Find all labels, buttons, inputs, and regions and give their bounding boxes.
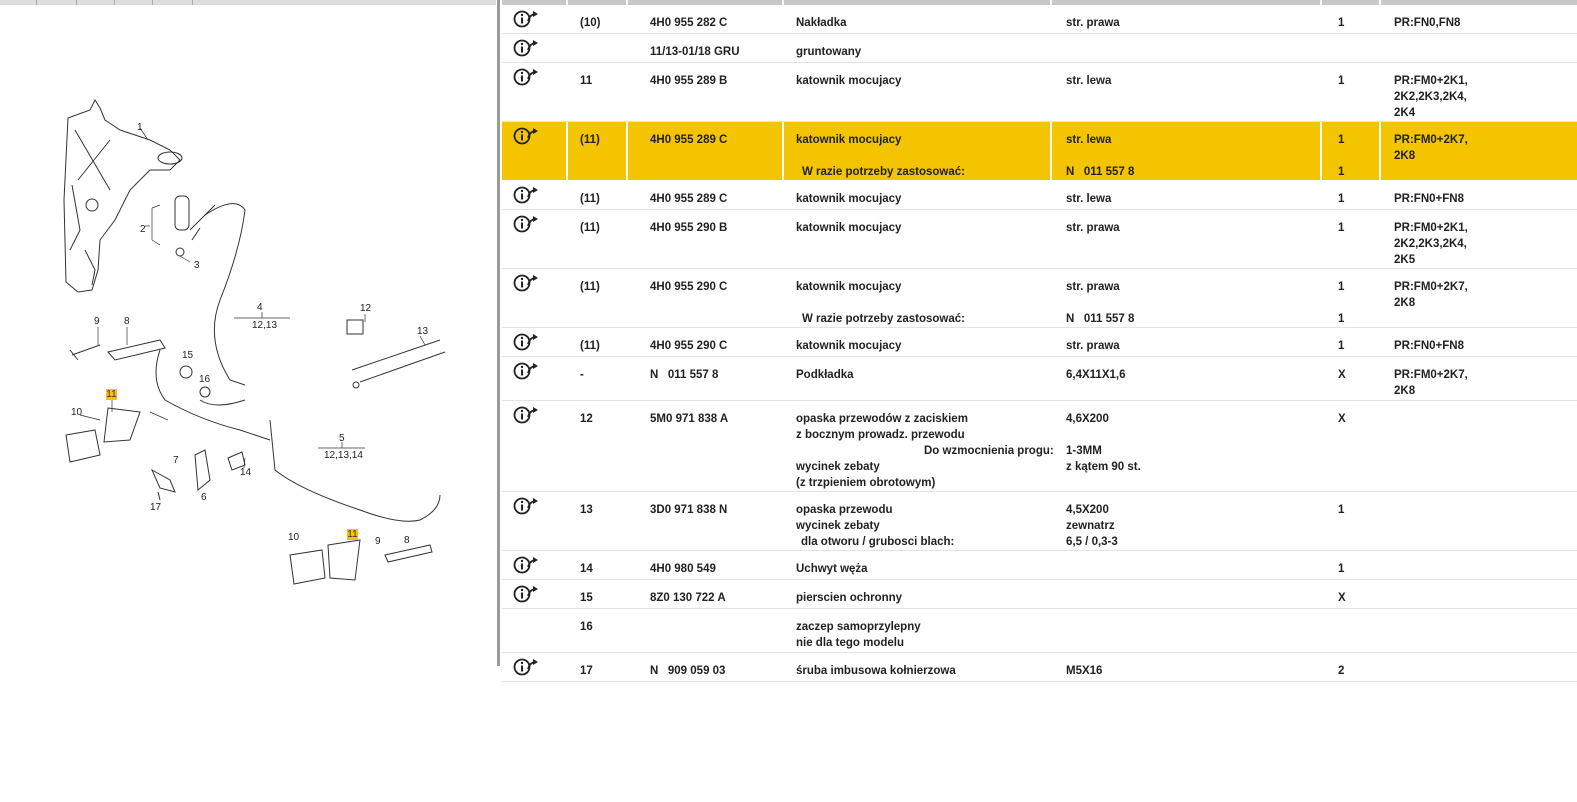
table-row[interactable] bbox=[502, 357, 1577, 401]
table-row[interactable] bbox=[502, 580, 1577, 609]
callout-13: 13 bbox=[417, 326, 429, 337]
cell-remark: PR:FM0+2K7, bbox=[1394, 134, 1468, 146]
cell-remark: PR:FN0,FN8 bbox=[1394, 17, 1461, 29]
cell-quantity: X bbox=[1338, 413, 1346, 425]
table-row[interactable] bbox=[502, 269, 1577, 328]
table-row[interactable] bbox=[502, 34, 1577, 63]
cell-part-number: 4H0 955 289 C bbox=[650, 193, 728, 205]
info-arrow-icon[interactable] bbox=[513, 10, 539, 28]
info-arrow-icon[interactable] bbox=[513, 585, 539, 603]
cell-specification: str. prawa bbox=[1066, 340, 1120, 352]
cell-description: katownik mocujacy bbox=[796, 193, 902, 205]
cell-description: pierscien ochronny bbox=[796, 592, 903, 604]
cell-quantity: 1 bbox=[1338, 563, 1345, 575]
cell-part-number: 4H0 955 290 C bbox=[650, 281, 728, 293]
cell-position: (11) bbox=[580, 193, 600, 205]
cell-specification-line2: zewnatrz bbox=[1066, 520, 1115, 532]
cell-description-line2: z bocznym prowadz. przewodu bbox=[796, 429, 965, 441]
callout-4-sub: 12,13 bbox=[252, 320, 278, 331]
cell-quantity: 2 bbox=[1338, 665, 1345, 677]
cell-position: (11) bbox=[580, 281, 600, 293]
cell-substitute-qty: 1 bbox=[1338, 166, 1345, 178]
parts-diagram bbox=[0, 0, 496, 802]
cell-substitute-note: W razie potrzeby zastosować: bbox=[802, 313, 965, 325]
cell-description: opaska przewodu bbox=[796, 504, 893, 516]
table-row[interactable] bbox=[502, 210, 1577, 269]
callout-11-highlight[interactable]: 11 bbox=[106, 389, 117, 400]
info-arrow-icon[interactable] bbox=[513, 186, 539, 204]
cell-position: 16 bbox=[580, 621, 593, 633]
cell-remark-line2: 2K2,2K3,2K4, bbox=[1394, 91, 1467, 103]
cell-description-line4: wycinek zebaty bbox=[796, 461, 880, 473]
cell-substitute-part: N 011 557 8 bbox=[1066, 166, 1135, 178]
cell-part-number: 4H0 980 549 bbox=[650, 563, 716, 575]
cell-quantity: 1 bbox=[1338, 75, 1345, 87]
cell-specification-line3: 6,5 / 0,3-3 bbox=[1066, 536, 1118, 548]
callout-10: 10 bbox=[71, 407, 83, 418]
callout-12: 12 bbox=[360, 303, 372, 314]
cell-specification-line3: 1-3MM bbox=[1066, 445, 1102, 457]
cell-position: (11) bbox=[580, 134, 600, 146]
cell-position: 14 bbox=[580, 563, 593, 575]
cell-position: (11) bbox=[580, 340, 600, 352]
pane-divider[interactable] bbox=[497, 0, 500, 666]
callout-9: 9 bbox=[94, 316, 100, 327]
cell-position: 17 bbox=[580, 665, 593, 677]
info-arrow-icon[interactable] bbox=[513, 497, 539, 515]
parts-table bbox=[502, 0, 1577, 682]
table-row[interactable] bbox=[502, 653, 1577, 682]
cell-quantity: 1 bbox=[1338, 504, 1345, 516]
callout-2: 2 bbox=[140, 224, 146, 235]
cell-specification: 4,6X200 bbox=[1066, 413, 1109, 425]
callout-6: 6 bbox=[201, 492, 207, 503]
cell-description-line3: dla otworu / grubosci blach: bbox=[801, 536, 955, 548]
table-row[interactable] bbox=[502, 122, 1577, 181]
cell-specification: 4,5X200 bbox=[1066, 504, 1109, 516]
callout-15: 15 bbox=[182, 350, 194, 361]
cell-description-line3: Do wzmocnienia progu: bbox=[924, 445, 1054, 457]
cell-remark: PR:FM0+2K1, bbox=[1394, 222, 1468, 234]
callout-3: 3 bbox=[194, 260, 200, 271]
cell-quantity: 1 bbox=[1338, 17, 1345, 29]
cell-specification: str. lewa bbox=[1066, 193, 1112, 205]
cell-description: Podkładka bbox=[796, 369, 854, 381]
cell-description: katownik mocujacy bbox=[796, 281, 902, 293]
cell-description: Uchwyt węża bbox=[796, 563, 868, 575]
cell-remark-line3: 2K5 bbox=[1394, 254, 1416, 266]
cell-remark-line3: 2K4 bbox=[1394, 107, 1416, 119]
info-arrow-icon[interactable] bbox=[513, 127, 539, 145]
cell-part-number: 4H0 955 290 C bbox=[650, 340, 728, 352]
cell-substitute-qty: 1 bbox=[1338, 313, 1345, 325]
callout-9b: 9 bbox=[375, 536, 381, 547]
info-arrow-icon[interactable] bbox=[513, 406, 539, 424]
cell-remark: PR:FM0+2K1, bbox=[1394, 75, 1468, 87]
callout-7: 7 bbox=[173, 455, 179, 466]
callout-8: 8 bbox=[124, 316, 130, 327]
cell-position: (11) bbox=[580, 222, 600, 234]
callout-1: 1 bbox=[137, 122, 143, 133]
cell-remark: PR:FM0+2K7, bbox=[1394, 369, 1468, 381]
cell-description: katownik mocujacy bbox=[796, 75, 902, 87]
cell-remark-line2: 2K8 bbox=[1394, 150, 1416, 162]
cell-description: katownik mocujacy bbox=[796, 222, 902, 234]
table-row[interactable] bbox=[502, 181, 1577, 210]
cell-substitute-part: N 011 557 8 bbox=[1066, 313, 1135, 325]
cell-part-number: N 011 557 8 bbox=[650, 369, 719, 381]
cell-quantity: 1 bbox=[1338, 281, 1345, 293]
cell-description-line5: (z trzpieniem obrotowym) bbox=[796, 477, 936, 489]
callout-8b: 8 bbox=[404, 535, 410, 546]
cell-quantity: 1 bbox=[1338, 134, 1345, 146]
info-arrow-icon[interactable] bbox=[513, 215, 539, 233]
cell-remark-line2: 2K8 bbox=[1394, 297, 1416, 309]
cell-position: - bbox=[580, 369, 584, 381]
cell-position: (10) bbox=[580, 17, 601, 29]
table-row[interactable] bbox=[502, 551, 1577, 580]
info-arrow-icon[interactable] bbox=[513, 274, 539, 292]
cell-quantity: 1 bbox=[1338, 222, 1345, 234]
cell-quantity: 1 bbox=[1338, 340, 1345, 352]
cell-part-number: 4H0 955 289 C bbox=[650, 134, 728, 146]
cell-description: opaska przewodów z zaciskiem bbox=[796, 413, 968, 425]
cell-specification: str. lewa bbox=[1066, 134, 1112, 146]
cell-specification: str. prawa bbox=[1066, 17, 1120, 29]
cell-remark-line2: 2K8 bbox=[1394, 385, 1416, 397]
cell-remark-line2: 2K2,2K3,2K4, bbox=[1394, 238, 1467, 250]
cell-description: śruba imbusowa kołnierzowa bbox=[796, 665, 956, 677]
cell-part-number: N 909 059 03 bbox=[650, 665, 726, 677]
cell-specification: M5X16 bbox=[1066, 665, 1103, 677]
cell-part-number: 4H0 955 289 B bbox=[650, 75, 728, 87]
callout-16: 16 bbox=[199, 374, 211, 385]
cell-part-number: 4H0 955 282 C bbox=[650, 17, 728, 29]
cell-description: katownik mocujacy bbox=[796, 340, 902, 352]
table-row[interactable] bbox=[502, 492, 1577, 551]
cell-description: gruntowany bbox=[796, 46, 862, 58]
cell-specification: str. prawa bbox=[1066, 222, 1120, 234]
callout-5-sub: 12,13,14 bbox=[324, 450, 363, 461]
table-row[interactable] bbox=[502, 63, 1577, 122]
table-row[interactable] bbox=[502, 401, 1577, 492]
cell-specification: 6,4X11X1,6 bbox=[1066, 369, 1126, 381]
callout-17: 17 bbox=[150, 502, 162, 513]
cell-specification: str. lewa bbox=[1066, 75, 1112, 87]
cell-remark: PR:FN0+FN8 bbox=[1394, 340, 1464, 352]
info-arrow-icon[interactable] bbox=[513, 68, 539, 86]
info-arrow-icon[interactable] bbox=[513, 333, 539, 351]
cell-part-number: 3D0 971 838 N bbox=[650, 504, 728, 516]
cell-substitute-note: W razie potrzeby zastosować: bbox=[802, 166, 965, 178]
cell-part-number: 11/13-01/18 GRU bbox=[650, 46, 740, 58]
callout-11b-highlight[interactable]: 11 bbox=[347, 529, 358, 540]
cell-quantity: 1 bbox=[1338, 193, 1345, 205]
info-arrow-icon[interactable] bbox=[513, 362, 539, 380]
callout-10b: 10 bbox=[288, 532, 300, 543]
callout-4: 4 bbox=[257, 302, 263, 313]
cell-part-number: 8Z0 130 722 A bbox=[650, 592, 726, 604]
cell-remark: PR:FM0+2K7, bbox=[1394, 281, 1468, 293]
cell-description: zaczep samoprzylepny bbox=[796, 621, 921, 633]
cell-quantity: X bbox=[1338, 369, 1346, 381]
cell-quantity: X bbox=[1338, 592, 1346, 604]
callout-14: 14 bbox=[240, 467, 252, 478]
cell-position: 15 bbox=[580, 592, 593, 604]
cell-position: 12 bbox=[580, 413, 593, 425]
cell-position: 11 bbox=[580, 75, 593, 87]
cell-specification-line4: z kątem 90 st. bbox=[1066, 461, 1141, 473]
cell-part-number: 4H0 955 290 B bbox=[650, 222, 728, 234]
table-row[interactable] bbox=[502, 328, 1577, 357]
cell-description-line2: nie dla tego modelu bbox=[796, 637, 904, 649]
cell-part-number: 5M0 971 838 A bbox=[650, 413, 729, 425]
info-arrow-icon[interactable] bbox=[513, 658, 539, 676]
cell-description: katownik mocujacy bbox=[796, 134, 902, 146]
info-arrow-icon[interactable] bbox=[513, 39, 539, 57]
table-row[interactable] bbox=[502, 5, 1577, 34]
cell-description: Nakładka bbox=[796, 17, 847, 29]
table-row[interactable] bbox=[502, 609, 1577, 653]
callout-5: 5 bbox=[339, 433, 345, 444]
cell-remark: PR:FN0+FN8 bbox=[1394, 193, 1464, 205]
cell-specification: str. prawa bbox=[1066, 281, 1120, 293]
cell-description-line2: wycinek zebaty bbox=[796, 520, 880, 532]
info-arrow-icon[interactable] bbox=[513, 556, 539, 574]
cell-position: 13 bbox=[580, 504, 593, 516]
